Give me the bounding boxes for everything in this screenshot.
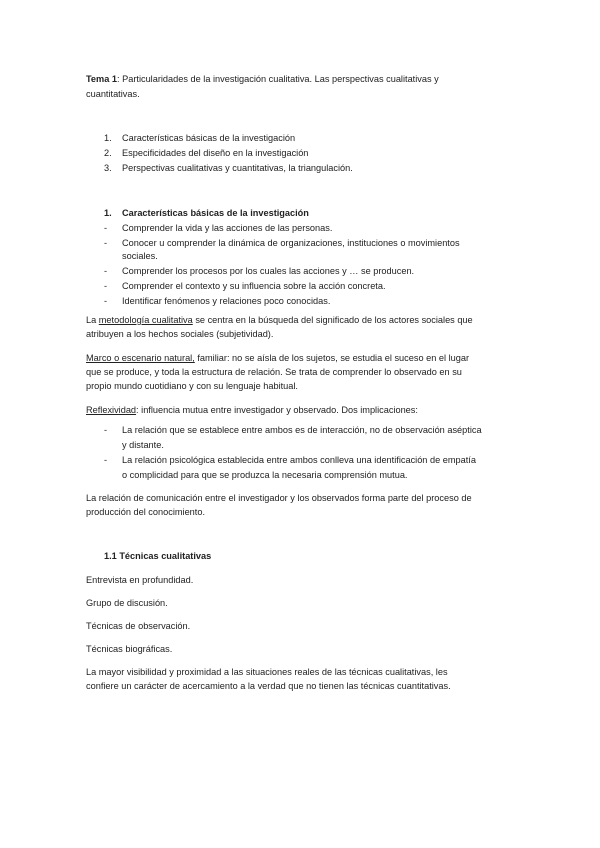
paragraph-metodologia-line2: atribuyen a los hechos sociales (subjetividad). — [86, 329, 274, 339]
bullet-item: Comprender los procesos por los cuales las acciones y … se producen. — [122, 266, 415, 276]
index-num: 1. — [104, 133, 112, 143]
text-run: La — [86, 315, 99, 325]
bullet-item: Identificar fenómenos y relaciones poco conocidas. — [122, 296, 331, 306]
paragraph-metodologia-line1 — [86, 314, 473, 327]
bullet-item-continuation: o complicidad para que se produzca la necesaria comprensión mutua. — [122, 470, 408, 480]
bullet-marker: - — [104, 425, 108, 435]
technique-item: Técnicas biográficas. — [86, 644, 173, 654]
term-metodologia: metodología cualitativa — [98, 315, 193, 325]
paragraph-final-line1: La mayor visibilidad y proximidad a las situaciones reales de las técnicas cualitativas, les — [86, 667, 448, 677]
text-run: familiar: no se aísla de los sujetos, se estudia el suceso en el lugar — [194, 353, 470, 363]
index-item: Perspectivas cualitativas y cuantitativas, la triangulación. — [122, 163, 353, 173]
bullet-marker: - — [104, 281, 108, 291]
paragraph-final-line2: confiere un carácter de acercamiento a la verdad que no tienen las técnicas cuantitativas. — [86, 681, 451, 691]
index-num: 3. — [104, 163, 112, 173]
term-marco: Marco o escenario natural, — [86, 353, 195, 363]
section-number: 1. — [104, 208, 112, 218]
bullet-item-continuation: sociales. — [122, 251, 158, 261]
text-run: : influencia mutua entre investigador y observado. Dos implicaciones: — [136, 405, 418, 415]
index-item: Especificidades del diseño en la investigación — [122, 148, 309, 158]
document-title-line2: cuantitativas. — [86, 89, 140, 99]
bullet-marker: - — [104, 223, 108, 233]
text-run: se centra en la búsqueda del significado de los actores sociales que — [192, 315, 473, 325]
index-item: Características básicas de la investigación — [122, 133, 296, 143]
section-heading: Características básicas de la investigación — [122, 208, 309, 218]
subsection-heading: 1.1 Técnicas cualitativas — [104, 551, 212, 561]
bullet-item: La relación que se establece entre ambos es de interacción, no de observación aséptica — [122, 425, 482, 435]
technique-item: Técnicas de observación. — [86, 621, 191, 631]
bullet-item-continuation: y distante. — [122, 440, 164, 450]
bullet-marker: - — [104, 266, 108, 276]
paragraph-relacion-line1: La relación de comunicación entre el investigador y los observados forma parte del proceso de — [86, 493, 472, 503]
bullet-item: Conocer u comprender la dinámica de organizaciones, instituciones o movimientos — [122, 238, 460, 248]
title-rest: : Particularidades de la investigación cualitativa. Las perspectivas cualitativas y — [116, 74, 439, 84]
paragraph-marco-line2: que se produce, y toda la estructura de relación. Se trata de comprender lo observado en su — [86, 367, 462, 377]
paragraph-marco-line1 — [86, 352, 469, 365]
bullet-item: Comprender la vida y las acciones de las personas. — [122, 223, 333, 233]
paragraph-marco-line3: propio mundo cuotidiano y con su lenguaje habitual. — [86, 381, 298, 391]
title-lead: Tema 1 — [86, 74, 117, 84]
technique-item: Grupo de discusión. — [86, 598, 168, 608]
bullet-item: Comprender el contexto y su influencia sobre la acción concreta. — [122, 281, 386, 291]
index-num: 2. — [104, 148, 112, 158]
bullet-marker: - — [104, 296, 108, 306]
bullet-marker: - — [104, 455, 108, 465]
bullet-item: La relación psicológica establecida entre ambos conlleva una identificación de empatía — [122, 455, 476, 465]
paragraph-reflexividad — [86, 404, 418, 417]
bullet-marker: - — [104, 238, 108, 248]
term-reflexividad: Reflexividad — [86, 405, 137, 415]
paragraph-relacion-line2: producción del conocimiento. — [86, 507, 205, 517]
document-title-line1 — [86, 73, 439, 86]
technique-item: Entrevista en profundidad. — [86, 575, 194, 585]
